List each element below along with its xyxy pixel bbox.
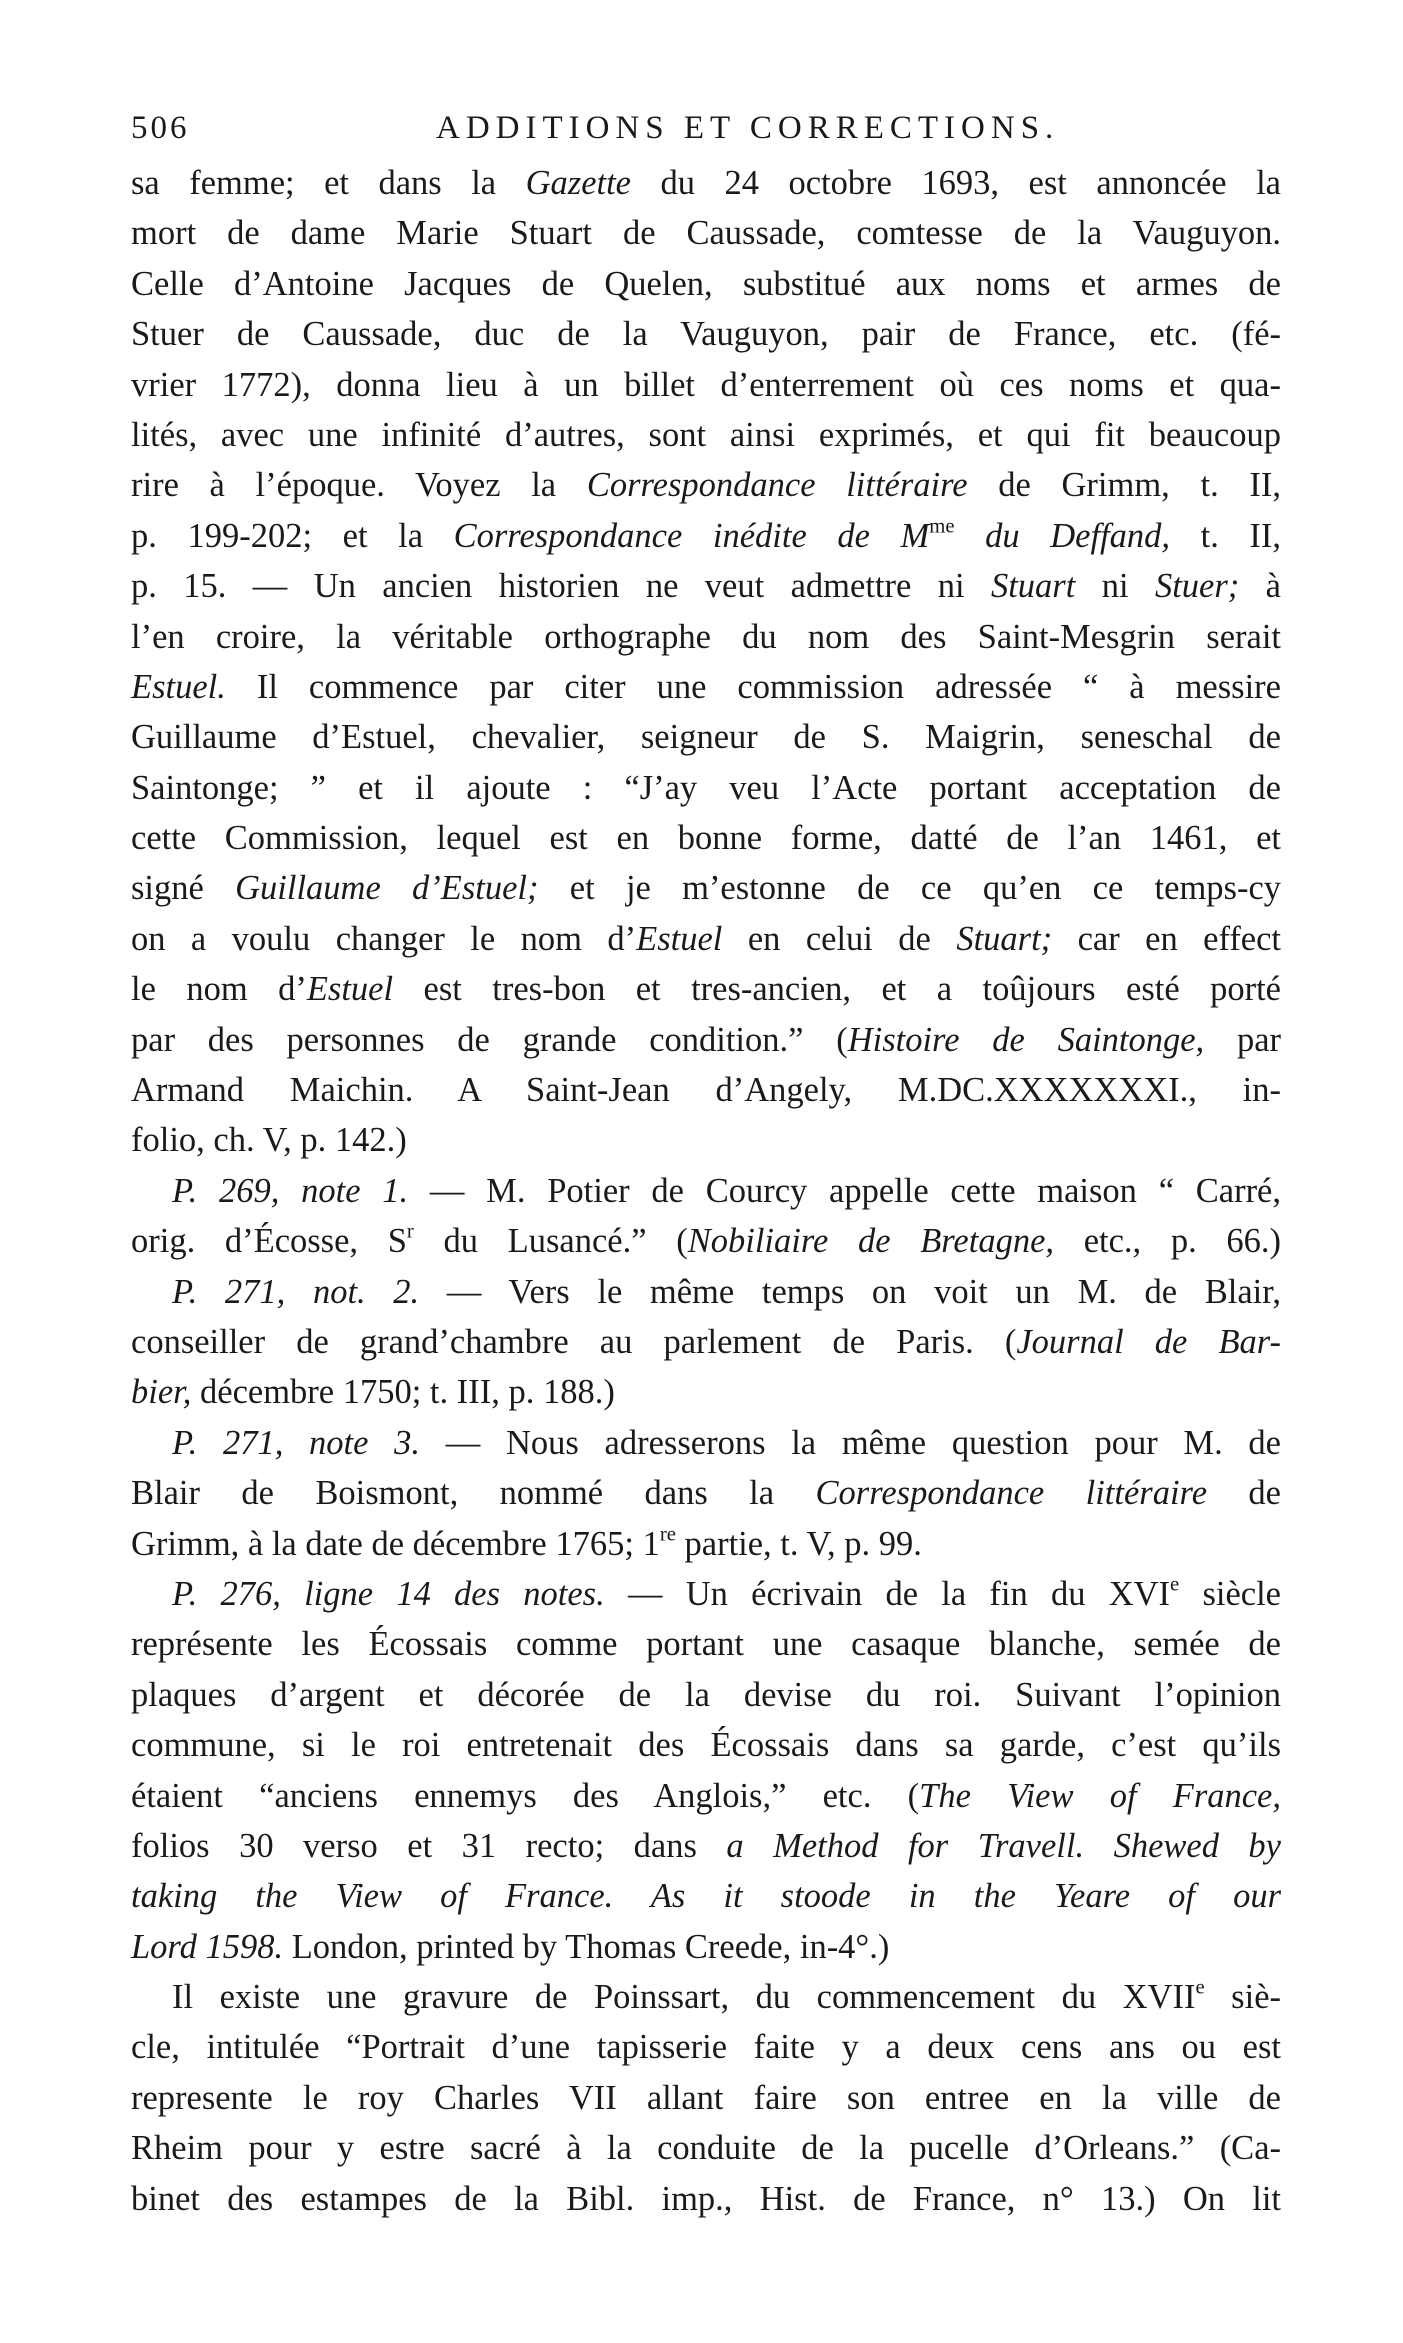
text-line: Il existe une gravure de Poinssart, du commencement du XVIIe siè- bbox=[172, 1976, 1281, 2017]
text-line: binet des estampes de la Bibl. imp., Hist. de France, n° 13.) On lit bbox=[131, 2179, 1281, 2218]
text-line: par des personnes de grande condition.” (Histoire de Saintonge, par bbox=[131, 1020, 1281, 1059]
text-line: P. 276, ligne 14 des notes. — Un écrivain de la fin du XVIe siècle bbox=[172, 1573, 1281, 1613]
text-line: l’en croire, la véritable orthographe du nom des Saint-Mesgrin serait bbox=[131, 617, 1281, 656]
italic-text: P. 276, ligne 14 des notes. bbox=[172, 1574, 605, 1613]
text-line: represente le roy Charles VII allant faire son entree en la ville de bbox=[131, 2078, 1281, 2117]
text-line: P. 271, note 3. — Nous adresserons la même question pour M. de bbox=[172, 1423, 1281, 1462]
text-line: p. 199-202; et la Correspondance inédite de $M^{me}$ du Deffand, t. II, bbox=[131, 515, 1282, 555]
italic-text: du Deffand, bbox=[985, 516, 1171, 555]
text-line: étaient “anciens ennemys des Anglois,” etc. (The View of France, bbox=[131, 1776, 1281, 1815]
text-line: conseiller de grand’chambre au parlement de Paris. (Journal de Bar- bbox=[131, 1322, 1281, 1361]
text-line: Lord 1598. London, printed by Thomas Creede, in-4°.) bbox=[131, 1927, 890, 1966]
italic-text: bier, bbox=[131, 1373, 192, 1412]
italic-text: Estuel bbox=[636, 919, 723, 958]
text-line: cle, intitulée “Portrait d’une tapisserie faite y a deux cens ans ou est bbox=[131, 2028, 1281, 2067]
italic-text: Lord 1598. bbox=[131, 1927, 284, 1966]
italic-text: Journal de Bar- bbox=[1016, 1322, 1281, 1361]
text-line: représente les Écossais comme portant une casaque blanche, semée de bbox=[131, 1625, 1281, 1664]
text-line: plaques d’argent et décorée de la devise du roi. Suivant l’opinion bbox=[131, 1675, 1281, 1714]
text-line: folio, ch. V, p. 142.) bbox=[131, 1121, 407, 1160]
text-line: P. 271, not. 2. — Vers le même temps on voit un M. de Blair, bbox=[172, 1272, 1281, 1311]
text-line: Stuer de Caussade, duc de la Vauguyon, pair de France, etc. (fé- bbox=[131, 315, 1281, 354]
italic-text: Gazette bbox=[525, 164, 631, 202]
text-line: Guillaume d’Estuel, chevalier, seigneur de S. Maigrin, seneschal de bbox=[131, 718, 1281, 757]
italic-text: Estuel bbox=[306, 970, 394, 1009]
text-line: orig. d’Écosse, $S^r$ du Lusancé.” (Nobiliaire de Bretagne, etc., p. 66.) bbox=[131, 1220, 1281, 1261]
text-line: Rheim pour y estre sacré à la conduite de la pucelle d’Orleans.” (Ca- bbox=[131, 2129, 1281, 2168]
text-line: le nom d’Estuel est tres-bon et tres-ancien, et a toûjours esté porté bbox=[131, 970, 1281, 1009]
text-line: folios 30 verso et 31 recto; dans a Method for Travell. Shewed by bbox=[131, 1826, 1281, 1865]
page-number: 506 bbox=[131, 110, 190, 146]
italic-text: Stuart bbox=[990, 567, 1076, 606]
italic-text: Guillaume d’Estuel; bbox=[235, 869, 539, 908]
italic-text: Histoire de Saintonge, bbox=[847, 1020, 1205, 1059]
italic-text: taking the View of France. As it stoode in the Yeare of our bbox=[131, 1877, 1281, 1916]
italic-text: P. 271, not. 2. bbox=[172, 1272, 420, 1311]
superscript: me bbox=[929, 515, 955, 538]
text-line: cette Commission, lequel est en bonne forme, datté de l’an 1461, et bbox=[131, 819, 1281, 858]
italic-text: Correspondance littéraire bbox=[815, 1474, 1208, 1513]
text-line: P. 269, note 1. — M. Potier de Courcy appelle cette maison “ Carré, bbox=[172, 1171, 1281, 1210]
text-line: signé Guillaume d’Estuel; et je m’estonne de ce qu’en ce temps-cy bbox=[131, 869, 1282, 908]
italic-text: P. 271, note 3. bbox=[172, 1423, 421, 1462]
page-header bbox=[131, 104, 1281, 152]
text-line: Estuel. Il commence par citer une commission adressée “ à messire bbox=[131, 667, 1281, 706]
text-line: p. 15. — Un ancien historien ne veut admettre ni Stuart ni Stuer; à bbox=[131, 567, 1281, 606]
italic-text: P. 269, note 1. bbox=[172, 1171, 409, 1210]
superscript: re bbox=[659, 1523, 676, 1546]
text-line: commune, si le roi entretenait des Écossais dans sa garde, c’est qu’ils bbox=[131, 1726, 1281, 1765]
italic-text: Stuart; bbox=[956, 919, 1053, 958]
text-line bbox=[131, 1871, 1281, 1921]
italic-text: The View of France, bbox=[919, 1776, 1281, 1815]
text-line: Armand Maichin. A Saint-Jean d’Angely, M.DC.XXXXXXXI., in- bbox=[131, 1071, 1281, 1110]
text-line: sa femme; et dans la Gazette du 24 octobre 1693, est annoncée la bbox=[131, 164, 1281, 202]
text-line: Saintonge; ” et il ajoute : “J’ay veu l’Acte portant acceptation de bbox=[131, 768, 1281, 807]
superscript: r bbox=[406, 1220, 414, 1243]
text-line: vrier 1772), donna lieu à un billet d’enterrement où ces noms et qua- bbox=[131, 365, 1281, 404]
text-line: mort de dame Marie Stuart de Caussade, comtesse de la Vauguyon. bbox=[131, 214, 1281, 253]
superscript: e bbox=[1170, 1573, 1180, 1596]
running-title: ADDITIONS ET CORRECTIONS. bbox=[436, 110, 1060, 146]
text-line: lités, avec une infinité d’autres, sont ainsi exprimés, et qui fit beaucoup bbox=[131, 415, 1281, 454]
text-line: on a voulu changer le nom d’Estuel en celui de Stuart; car en effect bbox=[131, 919, 1282, 958]
italic-text: Stuer; bbox=[1154, 567, 1240, 606]
text-line: Celle d’Antoine Jacques de Quelen, substitué aux noms et armes de bbox=[131, 264, 1281, 303]
italic-text: a Method for Travell. Shewed by bbox=[726, 1826, 1281, 1865]
body-text bbox=[131, 158, 1281, 2224]
text-line: Blair de Boismont, nommé dans la Correspondance littéraire de bbox=[131, 1474, 1281, 1513]
text-line: bier, décembre 1750; t. III, p. 188.) bbox=[131, 1373, 615, 1412]
italic-text: Correspondance littéraire bbox=[586, 466, 968, 505]
italic-text: Nobiliaire de Bretagne, bbox=[687, 1222, 1055, 1261]
text-line: Grimm, à la date de décembre 1765; 1re partie, t. V, p. 99. bbox=[131, 1523, 922, 1563]
superscript: e bbox=[1195, 1976, 1205, 1999]
italic-text: Correspondance inédite de M bbox=[453, 516, 930, 555]
italic-text: Estuel. bbox=[131, 667, 226, 706]
text-line: rire à l’époque. Voyez la Correspondance littéraire de Grimm, t. II, bbox=[131, 466, 1281, 505]
